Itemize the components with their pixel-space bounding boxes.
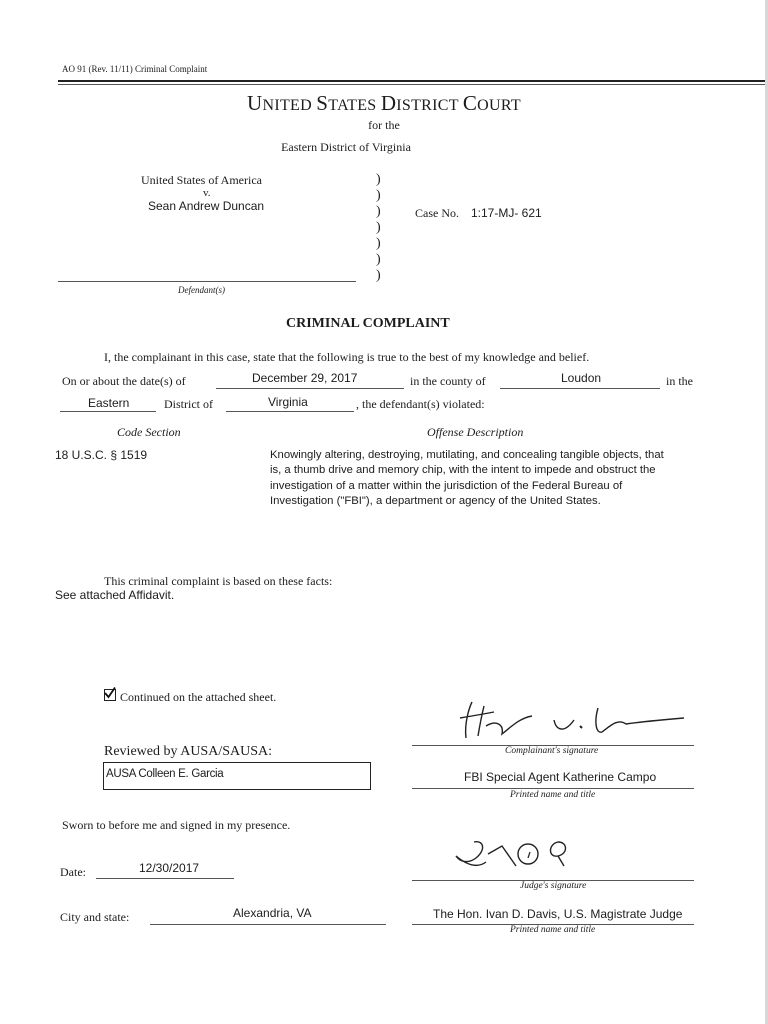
defendant-line [58, 281, 356, 282]
district-value: Eastern [88, 396, 130, 410]
code-section-header: Code Section [117, 425, 181, 439]
defendant-name: Sean Andrew Duncan [148, 199, 265, 213]
court-title: UNITED STATES DISTRICT COURT [247, 91, 521, 115]
complainant-name: FBI Special Agent Katherine Campo [464, 770, 657, 784]
intro-statement: I, the complainant in this case, state that the following is true to the best of my knowledge and belief. [104, 350, 590, 364]
district-of: District of [164, 397, 213, 411]
code-section: 18 U.S.C. § 1519 [55, 448, 148, 462]
complainant-signature [450, 696, 690, 746]
date-prefix: On or about the date(s) of [62, 374, 186, 388]
for-the: for the [368, 118, 400, 132]
judge-name: The Hon. Ivan D. Davis, U.S. Magistrate Judge [433, 907, 683, 921]
defendant-label: Defendant(s) [178, 285, 225, 295]
district-line [60, 411, 156, 412]
complainant-name-label: Printed name and title [510, 790, 596, 800]
city-value: Alexandria, VA [233, 906, 312, 920]
in-the: in the [666, 374, 693, 388]
sworn-text: Sworn to before me and signed in my presence. [62, 818, 291, 832]
state-value: Virginia [268, 395, 308, 409]
header-rule-thin [58, 84, 765, 85]
case-no-label: Case No. [415, 206, 459, 220]
date-value: December 29, 2017 [252, 371, 358, 385]
date-line [216, 388, 404, 389]
form-id: AO 91 (Rev. 11/11) Criminal Complaint [62, 64, 208, 74]
date-value-field: 12/30/2017 [139, 861, 200, 875]
judge-name-label: Printed name and title [510, 925, 596, 935]
checkmark-icon [104, 687, 116, 699]
city-label: City and state: [60, 910, 130, 924]
complainant-name-line [412, 788, 694, 789]
complainant-signature-label: Complainant's signature [505, 746, 599, 756]
county-value: Loudon [561, 371, 602, 385]
judge-signature-label: Judge's signature [520, 881, 587, 891]
plaintiff: United States of America [141, 173, 262, 187]
district-name: Eastern District of Virginia [281, 140, 411, 154]
offense-description-header: Offense Description [427, 425, 524, 439]
county-line [500, 388, 660, 389]
versus: v. [203, 187, 211, 199]
judge-signature [450, 832, 590, 882]
facts-intro: This criminal complaint is based on these facts: [104, 574, 333, 588]
violated-text: , the defendant(s) violated: [356, 397, 485, 411]
continued-label: Continued on the attached sheet. [120, 690, 277, 704]
review-label: Reviewed by AUSA/SAUSA: [104, 744, 273, 759]
facts-value: See attached Affidavit. [55, 588, 175, 602]
continued-checkbox[interactable] [104, 689, 116, 701]
case-no-value: 1:17-MJ- 621 [471, 206, 542, 220]
complaint-heading: CRIMINAL COMPLAINT [286, 316, 450, 331]
city-line [150, 924, 386, 925]
state-line [226, 411, 354, 412]
date-field-line [96, 878, 234, 879]
county-prefix: in the county of [410, 374, 486, 388]
date-label: Date: [60, 865, 86, 879]
header-rule [58, 80, 765, 82]
review-value: AUSA Colleen E. Garcia [106, 768, 224, 780]
